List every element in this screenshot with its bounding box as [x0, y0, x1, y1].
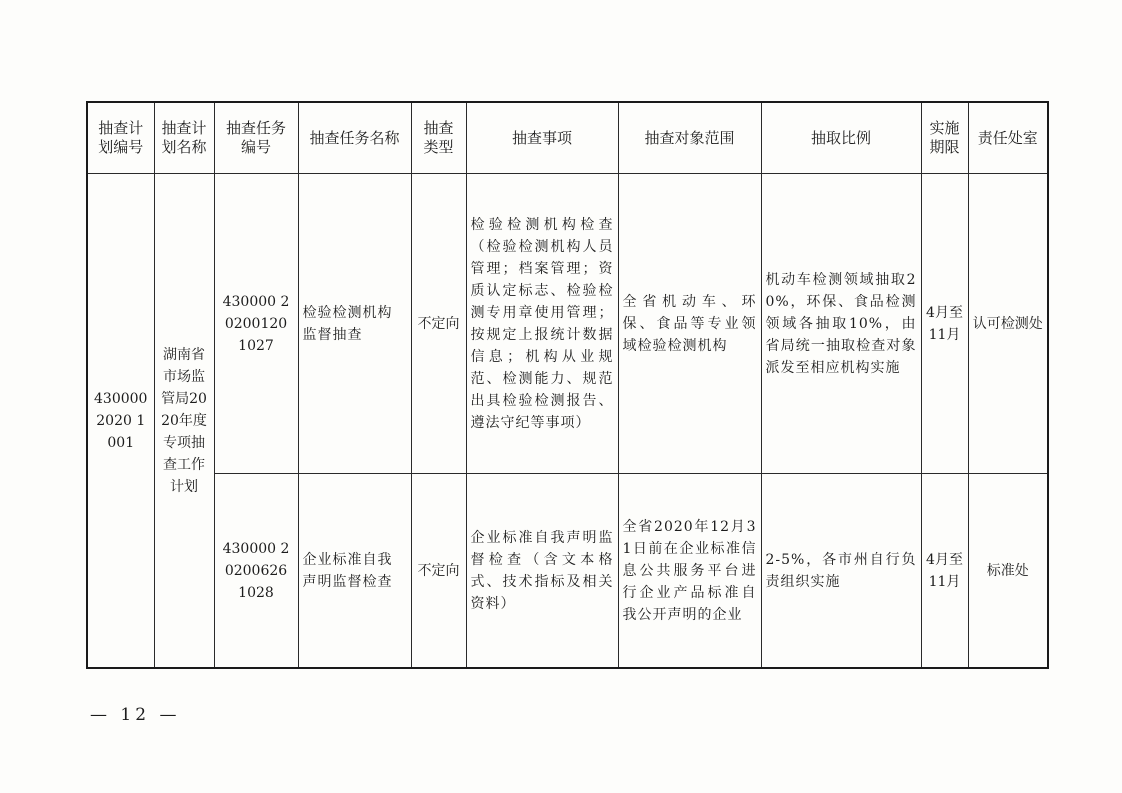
department-cell: 认可检测处	[968, 174, 1048, 474]
department-cell: 标准处	[968, 474, 1048, 669]
task-number-cell: 430000 20200626 1028	[214, 474, 298, 669]
page-number: — 12 —	[90, 705, 181, 725]
header-plan-name: 抽查计划名称	[154, 102, 214, 174]
header-row	[87, 102, 1048, 174]
plan-name-cell: 湖南省市场监管局2020年度专项抽查工作计划	[154, 174, 214, 669]
task-number-cell: 430000 20200120 1027	[214, 174, 298, 474]
header-ratio: 抽取比例	[761, 102, 921, 174]
header-department: 责任处室	[968, 102, 1048, 174]
task-name-cell: 企业标准自我声明监督检查	[298, 474, 411, 669]
plan-number-cell: 430000 2020 1001	[87, 174, 154, 669]
table-row	[87, 474, 1048, 669]
period-cell: 4月至11月	[921, 474, 968, 669]
scope-cell: 全省2020年12月31日前在企业标准信息公共服务平台进行企业产品标准自我公开声明的企业	[618, 474, 761, 669]
scope-cell: 全省机动车、环保、食品等专业领域检验检测机构	[618, 174, 761, 474]
header-type: 抽查类型	[411, 102, 466, 174]
header-period: 实施期限	[921, 102, 968, 174]
header-task-number: 抽查任务编号	[214, 102, 298, 174]
inspection-plan-table	[86, 101, 1049, 669]
header-task-name: 抽查任务名称	[298, 102, 411, 174]
type-cell: 不定向	[411, 174, 466, 474]
items-cell: 企业标准自我声明监督检查（含文本格式、技术指标及相关资料）	[466, 474, 618, 669]
items-cell: 检验检测机构检查（检验检测机构人员管理；档案管理；资质认定标志、检验检测专用章使用管理；按规定上报统计数据信息；机构从业规范、检测能力、规范出具检验检测报告、遵法守纪等事项）	[466, 174, 618, 474]
inspection-plan-table-container	[86, 101, 1047, 669]
type-cell: 不定向	[411, 474, 466, 669]
header-scope: 抽查对象范围	[618, 102, 761, 174]
header-plan-number: 抽查计划编号	[87, 102, 154, 174]
ratio-cell: 机动车检测领域抽取20%，环保、食品检测领域各抽取10%，由省局统一抽取检查对象派发至相应机构实施	[761, 174, 921, 474]
task-name-cell: 检验检测机构监督抽查	[298, 174, 411, 474]
ratio-cell: 2-5%，各市州自行负责组织实施	[761, 474, 921, 669]
header-items: 抽查事项	[466, 102, 618, 174]
period-cell: 4月至11月	[921, 174, 968, 474]
table-row	[87, 174, 1048, 474]
